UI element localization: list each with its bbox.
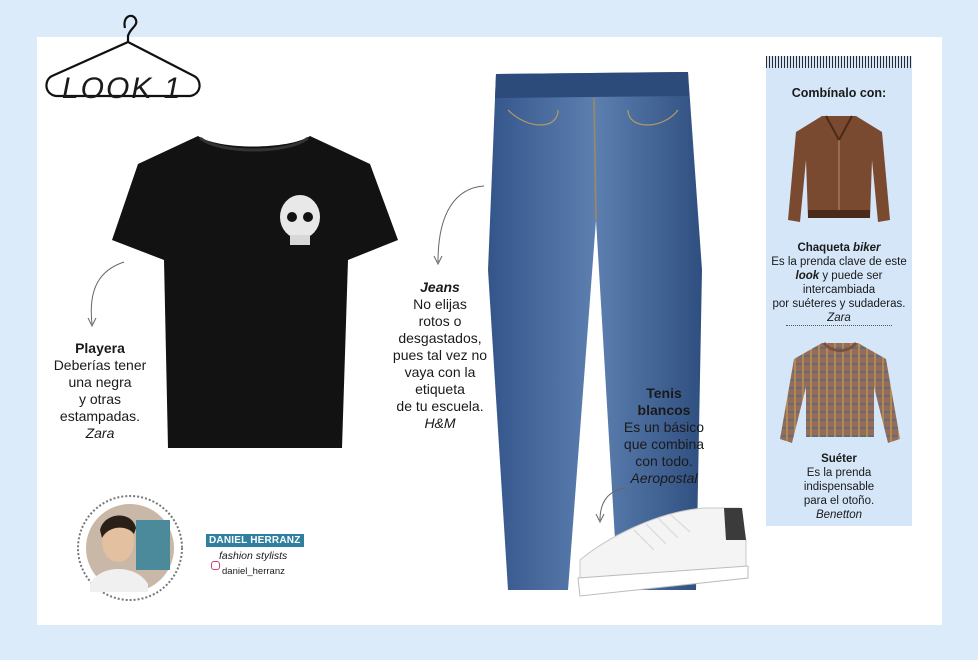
jacket-image bbox=[786, 110, 892, 230]
playera-line: y otras bbox=[78, 391, 121, 407]
playera-caption bbox=[40, 340, 160, 442]
avatar bbox=[76, 494, 184, 602]
sidebar-title: Combínalo con: bbox=[791, 86, 887, 100]
chaqueta-brand: Zara bbox=[827, 312, 851, 324]
combine-sidebar bbox=[766, 56, 912, 526]
stylist-role: fashion stylists bbox=[219, 550, 288, 562]
arrow-icon bbox=[426, 182, 486, 272]
jeans-line: de tu escuela. bbox=[396, 398, 484, 414]
sidebar-divider bbox=[786, 325, 892, 326]
chaqueta-look: look bbox=[795, 270, 820, 282]
arrow-icon bbox=[80, 258, 130, 333]
tenis-line: con todo. bbox=[635, 453, 693, 469]
jeans-line: rotos o bbox=[418, 313, 462, 329]
jeans-caption bbox=[380, 279, 500, 432]
playera-brand: Zara bbox=[85, 425, 115, 441]
stylist-handle[interactable]: daniel_herranz bbox=[222, 566, 285, 577]
chaqueta-caption bbox=[766, 241, 912, 325]
tenis-caption bbox=[604, 385, 724, 487]
jeans-line: desgastados, bbox=[398, 330, 482, 346]
sueter-caption bbox=[766, 452, 912, 522]
jeans-line: pues tal vez no bbox=[392, 347, 488, 363]
jeans-line: vaya con la bbox=[404, 364, 476, 380]
arrow-icon bbox=[590, 486, 630, 526]
sweater-image bbox=[778, 339, 902, 447]
tenis-brand: Aeropostal bbox=[630, 470, 698, 486]
sueter-line: para el otoño. bbox=[803, 495, 875, 507]
sueter-line: indispensable bbox=[803, 481, 875, 493]
tenis-line: Es un básico bbox=[623, 419, 705, 435]
stylist-name: DANIEL HERRANZ bbox=[206, 534, 304, 547]
chaqueta-line: y puede ser bbox=[822, 270, 883, 282]
tenis-name: blancos bbox=[637, 402, 691, 418]
jeans-line: etiqueta bbox=[415, 381, 465, 397]
playera-name: Playera bbox=[75, 340, 125, 356]
jeans-line: No elijas bbox=[413, 296, 467, 312]
hatch-border bbox=[766, 56, 912, 68]
chaqueta-line: Es la prenda clave de este bbox=[771, 256, 907, 268]
sueter-name: Suéter bbox=[821, 453, 857, 465]
sueter-brand: Benetton bbox=[815, 509, 863, 521]
tenis-name: Tenis bbox=[646, 385, 682, 401]
chaqueta-name: Chaqueta bbox=[797, 242, 850, 254]
chaqueta-name-italic: biker bbox=[853, 242, 881, 254]
chaqueta-line: intercambiada bbox=[802, 284, 876, 296]
page-title: LOOK 1 bbox=[62, 72, 183, 105]
instagram-icon bbox=[211, 561, 220, 570]
sueter-line: Es la prenda bbox=[806, 467, 872, 479]
jeans-brand: H&M bbox=[424, 415, 456, 431]
playera-line: Deberías tener bbox=[53, 357, 147, 373]
jeans-name: Jeans bbox=[420, 279, 460, 295]
tenis-line: que combina bbox=[623, 436, 705, 452]
playera-line: una negra bbox=[68, 374, 132, 390]
chaqueta-line: por suéteres y sudaderas. bbox=[772, 298, 906, 310]
playera-line: estampadas. bbox=[59, 408, 141, 424]
